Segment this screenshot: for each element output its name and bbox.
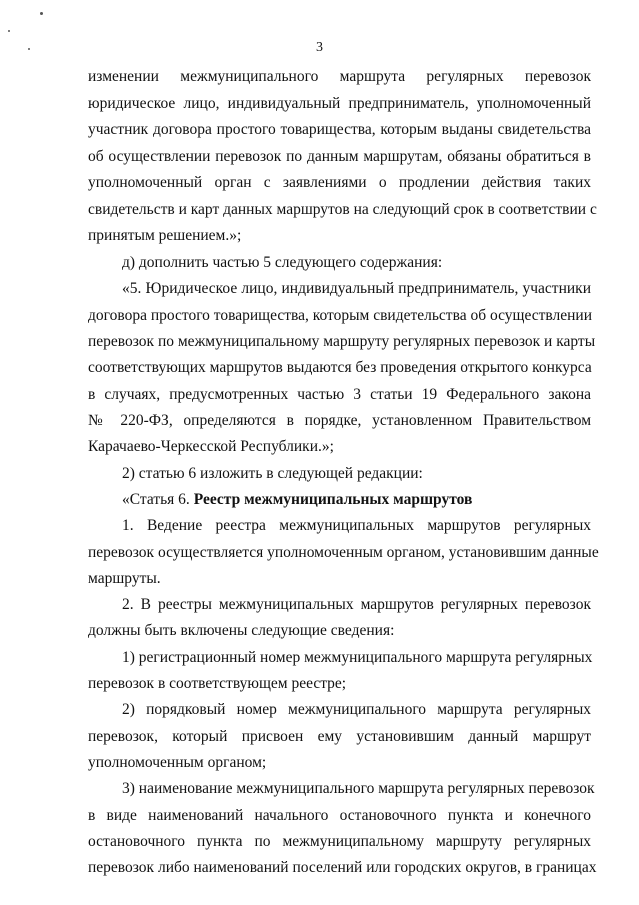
text-line: 3) наименование межмуниципального маршрута регулярных перевозок	[122, 780, 595, 797]
text-line: свидетельств и карт данных маршрутов на следующий срок в соответствии с	[88, 201, 597, 218]
text-line: перевозок, который присвоен ему установившим данный маршрут	[88, 728, 591, 745]
text-line: в случаях, предусмотренных частью 3 статьи 19 Федерального закона	[88, 386, 591, 403]
text-line: «5. Юридическое лицо, индивидуальный предприниматель, участники	[122, 280, 591, 297]
text-line: остановочного пункта по межмуниципальному маршруту регулярных	[88, 833, 591, 850]
text-line: договора простого товарищества, которым свидетельства об осуществлении	[88, 307, 592, 324]
text-line: участник договора простого товарищества, которым выданы свидетельства	[88, 121, 591, 138]
text-line: принятым решением.»;	[88, 227, 242, 244]
text-line: перевозок по межмуниципальному маршруту регулярных перевозок и карты	[88, 333, 596, 350]
text-line: 1) регистрационный номер межмуниципального маршрута регулярных	[122, 649, 593, 666]
article-number: «Статья 6.	[122, 491, 194, 508]
text-line: маршруты.	[88, 570, 161, 587]
text-line: перевозок осуществляется уполномоченным органом, установившим данные	[88, 544, 599, 561]
scan-speck	[28, 48, 30, 50]
text-line: об осуществлении перевозок по данным маршрутам, обязаны обратиться в	[88, 148, 591, 165]
scan-speck	[8, 30, 10, 32]
text-line: уполномоченный орган с заявлениями о продлении действия таких	[88, 174, 591, 191]
text-line: должны быть включены следующие сведения:	[88, 622, 395, 639]
text-line: Карачаево-Черкесской Республики.»;	[88, 438, 334, 455]
text-line: перевозок в соответствующем реестре;	[88, 675, 347, 692]
article-heading	[122, 490, 472, 510]
text-line: уполномоченным органом;	[88, 754, 267, 771]
text-line: соответствующих маршрутов выдаются без проведения открытого конкурса	[88, 359, 592, 376]
text-line: изменении межмуниципального маршрута регулярных перевозок	[88, 68, 591, 85]
text-line: 2) статью 6 изложить в следующей редакции:	[122, 465, 423, 482]
text-line: в виде наименований начального остановочного пункта и конечного	[88, 807, 591, 824]
text-line: № 220-ФЗ, определяются в порядке, установленном Правительством	[88, 412, 591, 429]
text-line: перевозок либо наименований поселений или городских округов, в границах	[88, 859, 597, 876]
text-line: 2. В реестры межмуниципальных маршрутов регулярных перевозок	[122, 596, 591, 613]
article-title: Реестр межмуниципальных маршрутов	[193, 491, 473, 508]
text-line: 1. Ведение реестра межмуниципальных маршрутов регулярных	[122, 517, 591, 534]
page-number: 3	[316, 40, 323, 55]
text-line: юридическое лицо, индивидуальный предприниматель, уполномоченный	[88, 95, 591, 112]
text-line: д) дополнить частью 5 следующего содержания:	[122, 254, 443, 271]
scan-speck	[40, 12, 43, 15]
text-line: 2) порядковый номер межмуниципального маршрута регулярных	[122, 701, 591, 718]
